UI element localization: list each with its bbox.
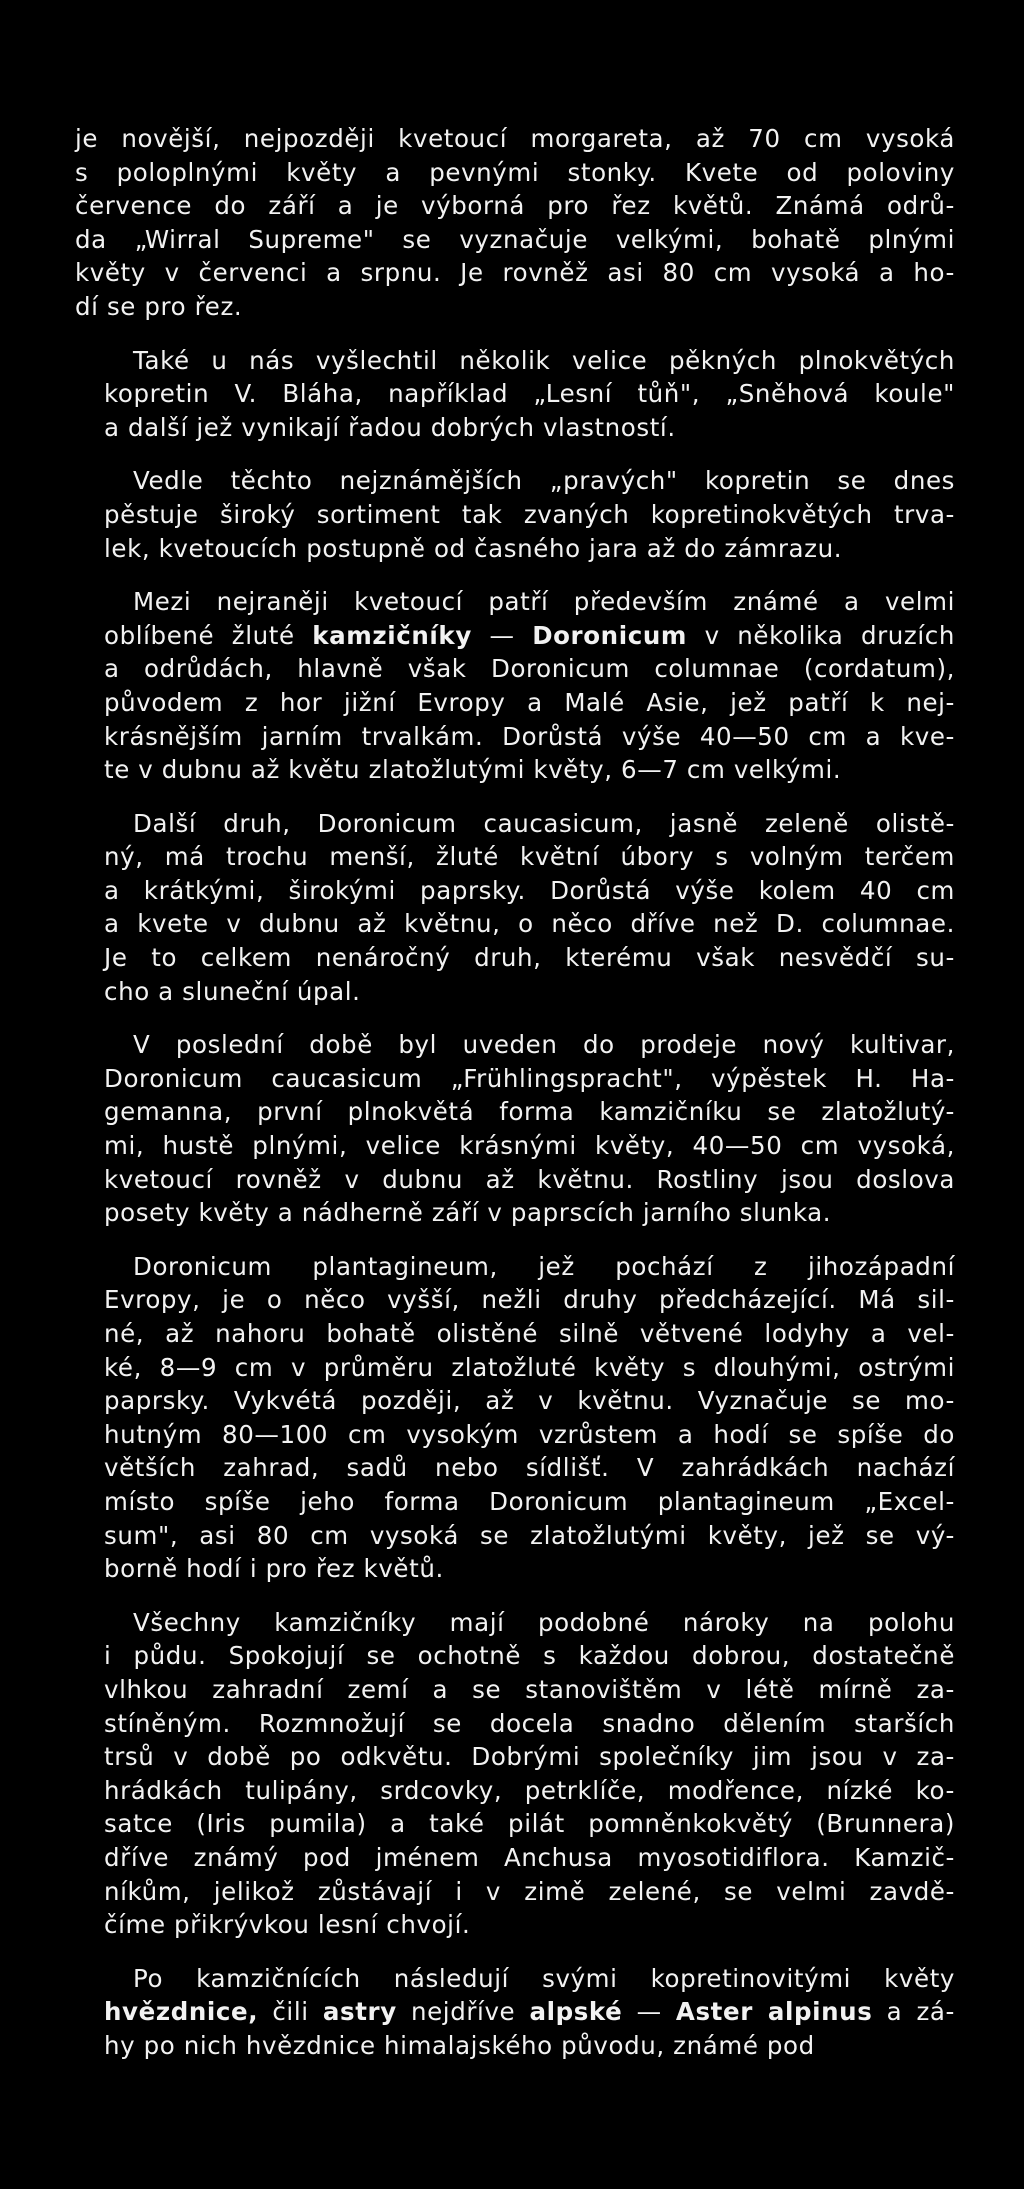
text-run: čili: [258, 1997, 323, 2027]
text-line: [75, 1028, 955, 1062]
text-line: [75, 290, 955, 324]
text-line: [75, 377, 955, 411]
text-run: cho a sluneční úpal.: [104, 976, 361, 1006]
text-run: ný, má trochu menší, žluté květní úbory s volným terčem: [104, 842, 955, 872]
text-line: [75, 1807, 955, 1841]
text-line: [75, 1875, 955, 1909]
text-run: Doronicum caucasicum „Frühlingspracht", výpěstek H. Ha-: [104, 1063, 955, 1093]
bold-term: kamzičníky: [312, 620, 472, 650]
text-line: [75, 156, 955, 190]
text-line: [75, 753, 955, 787]
paragraph: [75, 122, 955, 324]
text-run: číme přikrývkou lesní chvojí.: [104, 1910, 471, 1940]
text-run: paprsky. Vykvétá později, až v květnu. Vyznačuje se mo-: [104, 1386, 955, 1416]
text-run: kvetoucí rovněž v dubnu až květnu. Rostliny jsou doslova: [104, 1164, 955, 1194]
text-line: [75, 411, 955, 445]
text-line: [75, 498, 955, 532]
text-run: místo spíše jeho forma Doronicum plantagineum „Excel-: [104, 1486, 955, 1516]
text-line: [75, 1062, 955, 1096]
text-line: [75, 1418, 955, 1452]
text-line: [75, 532, 955, 566]
text-run: Všechny kamzičníky mají podobné nároky na polohu: [133, 1607, 955, 1637]
text-line: [75, 1995, 955, 2029]
text-run: Doronicum plantagineum, jež pochází z jihozápadní: [133, 1251, 955, 1281]
paragraph: [75, 1962, 955, 2063]
text-line: [75, 1095, 955, 1129]
text-run: nejdříve: [396, 1997, 530, 2027]
text-line: [75, 122, 955, 156]
text-line: [75, 1908, 955, 1942]
paragraph: [75, 1028, 955, 1230]
text-run: lek, kvetoucích postupně od časného jara až do zámrazu.: [104, 533, 843, 563]
text-run: Evropy, je o něco vyšší, nežli druhy předcházející. Má sil-: [104, 1285, 955, 1315]
text-run: níkům, jelikož zůstávají i v zimě zelené, se velmi zavdě-: [104, 1876, 955, 1906]
text-line: [75, 1196, 955, 1230]
text-line: [75, 1606, 955, 1640]
text-line: [75, 1552, 955, 1586]
text-line: [75, 1673, 955, 1707]
text-run: i půdu. Spokojují se ochotně s každou dobrou, dostatečně: [104, 1641, 955, 1671]
bold-term: alpské: [529, 1997, 623, 2027]
text-run: hutným 80—100 cm vysokým vzrůstem a hodí se spíše do: [104, 1419, 955, 1449]
text-run: dí se pro řez.: [75, 291, 243, 321]
text-run: mi, hustě plnými, velice krásnými květy, 40—50 cm vysoká,: [104, 1131, 955, 1161]
text-line: [75, 223, 955, 257]
text-line: [75, 344, 955, 378]
text-run: posety květy a nádherně září v paprscích jarního slunka.: [104, 1198, 832, 1228]
text-run: Další druh, Doronicum caucasicum, jasně zeleně olistě-: [133, 808, 955, 838]
text-line: [75, 652, 955, 686]
text-run: Po kamzičnících následují svými kopretinovitými květy: [133, 1963, 955, 1993]
text-run: oblíbené žluté: [104, 620, 313, 650]
paragraph: [75, 807, 955, 1009]
text-line: [75, 720, 955, 754]
paragraph: [75, 1250, 955, 1586]
text-run: větších zahrad, sadů nebo sídlišť. V zahrádkách nachází: [104, 1453, 955, 1483]
bold-term: astry: [322, 1997, 397, 2027]
text-line: [75, 874, 955, 908]
text-run: dříve známý pod jménem Anchusa myosotidiflora. Kamzič-: [104, 1842, 955, 1872]
text-line: [75, 1639, 955, 1673]
text-run: července do září a je výborná pro řez květů. Známá odrů-: [75, 191, 955, 221]
bold-term: Aster alpinus: [675, 1997, 873, 2027]
text-run: te v dubnu až květu zlatožlutými květy, 6—7 cm velkými.: [104, 755, 842, 785]
text-run: a odrůdách, hlavně však Doronicum columnae (cordatum),: [104, 654, 955, 684]
text-line: [75, 1384, 955, 1418]
text-run: Vedle těchto nejznámějších „pravých" kopretin se dnes: [133, 466, 955, 496]
text-line: [75, 1774, 955, 1808]
text-run: vlhkou zahradní zemí a se stanovištěm v létě mírně za-: [104, 1674, 955, 1704]
text-run: satce (Iris pumila) a také pilát pomněnkokvětý (Brunnera): [104, 1809, 955, 1839]
bold-term: hvězdnice,: [104, 1997, 259, 2027]
text-line: [75, 464, 955, 498]
text-line: [75, 189, 955, 223]
text-run: stíněným. Rozmnožují se docela snadno dělením starších: [104, 1708, 955, 1738]
text-run: Mezi nejraněji kvetoucí patří především známé a velmi: [133, 587, 955, 617]
text-run: ké, 8—9 cm v průměru zlatožluté květy s dlouhými, ostrými: [104, 1352, 955, 1382]
text-line: [75, 1485, 955, 1519]
text-line: [75, 1451, 955, 1485]
text-line: [75, 1740, 955, 1774]
text-run: krásnějším jarním trvalkám. Dorůstá výše 40—50 cm a kve-: [104, 721, 955, 751]
text-run: gemanna, první plnokvětá forma kamzičníku se zlatožlutý-: [104, 1097, 955, 1127]
text-line: [75, 585, 955, 619]
text-run: hy po nich hvězdnice himalajského původu, známé pod: [104, 2030, 815, 2060]
text-run: kopretin V. Bláha, například „Lesní tůň", „Sněhová koule": [104, 379, 955, 409]
bold-term: Doronicum: [532, 620, 688, 650]
text-line: [75, 840, 955, 874]
text-run: v několika druzích: [687, 620, 955, 650]
text-line: [75, 1317, 955, 1351]
text-line: [75, 1163, 955, 1197]
text-run: původem z hor jižní Evropy a Malé Asie, jež patří k nej-: [104, 687, 955, 717]
text-run: né, až nahoru bohatě olistěné silně větvené lodyhy a vel-: [104, 1319, 955, 1348]
text-run: a další jež vynikají řadou dobrých vlastností.: [104, 412, 676, 442]
paragraph: [75, 585, 955, 787]
text-run: a kvete v dubnu až květnu, o něco dříve než D. columnae.: [104, 909, 955, 939]
text-line: [75, 975, 955, 1009]
text-run: V poslední době byl uveden do prodeje nový kultivar,: [133, 1030, 955, 1060]
text-line: [75, 686, 955, 720]
document-page: [75, 122, 955, 2082]
text-line: [75, 1707, 955, 1741]
text-run: Také u nás vyšlechtil několik velice pěkných plnokvětých: [133, 345, 955, 375]
text-run: s poloplnými květy a pevnými stonky. Kvete od poloviny: [75, 157, 955, 187]
text-line: [75, 907, 955, 941]
text-run: —: [622, 1997, 676, 2027]
text-line: [75, 1129, 955, 1163]
text-run: —: [471, 620, 533, 650]
text-run: da „Wirral Supreme" se vyznačuje velkými, bohatě plnými: [75, 224, 955, 254]
text-run: květy v červenci a srpnu. Je rovněž asi 80 cm vysoká a ho-: [75, 258, 955, 288]
text-line: [75, 1351, 955, 1385]
text-run: borně hodí i pro řez květů.: [104, 1554, 444, 1584]
text-run: je novější, nejpozději kvetoucí morgareta, až 70 cm vysoká: [75, 124, 955, 153]
text-run: pěstuje široký sortiment tak zvaných kopretinokvětých trva-: [104, 499, 955, 529]
text-line: [75, 941, 955, 975]
text-run: a zá-: [872, 1997, 955, 2027]
text-run: hrádkách tulipány, srdcovky, petrklíče, modřence, nízké ko-: [104, 1775, 955, 1805]
text-run: Je to celkem nenáročný druh, kterému však nesvědčí su-: [104, 943, 955, 973]
text-line: [75, 1283, 955, 1317]
text-line: [75, 619, 955, 653]
text-line: [75, 1841, 955, 1875]
text-line: [75, 256, 955, 290]
text-line: [75, 1250, 955, 1284]
text-line: [75, 1519, 955, 1553]
text-line: [75, 2029, 955, 2063]
text-run: sum", asi 80 cm vysoká se zlatožlutými květy, jež se vý-: [104, 1520, 955, 1550]
text-line: [75, 807, 955, 841]
paragraph: [75, 1606, 955, 1942]
text-run: trsů v době po odkvětu. Dobrými společníky jim jsou v za-: [104, 1742, 955, 1772]
paragraph: [75, 344, 955, 445]
text-line: [75, 1962, 955, 1996]
paragraph: [75, 464, 955, 565]
text-run: a krátkými, širokými paprsky. Dorůstá výše kolem 40 cm: [104, 875, 955, 905]
